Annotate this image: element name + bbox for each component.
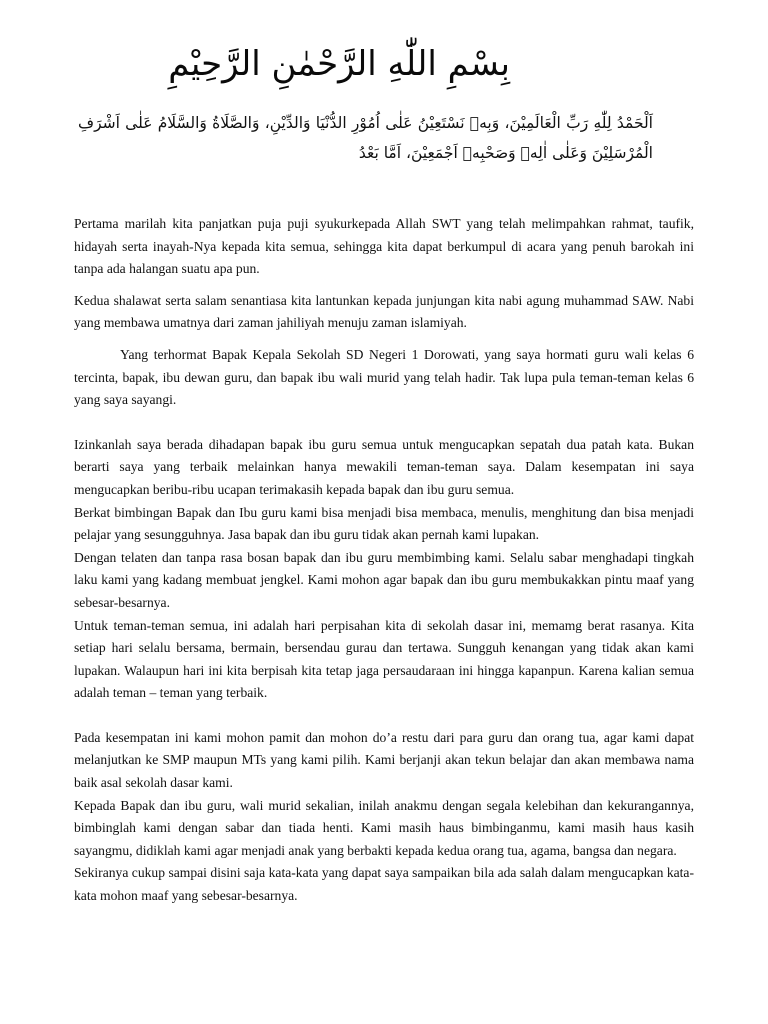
paragraph-apology-teachers: Dengan telaten dan tanpa rasa bosan bapak dan ibu guru membimbing kami. Selalu sabar menghadapi tingkah laku kami yang kadang membuat jengkel. Kami mohon agar bapak dan ibu guru membukakkan pintu maaf yang sebesar-besarnya. — [74, 549, 694, 610]
paragraph-parents-message: Kepada Bapak dan ibu guru, wali murid sekalian, inilah anakmu dengan segala kelebihan dan kekurangannya, bimbinglah kami dengan sabar dan tiada henti. Kami masih haus bimbinganmu, kami masih haus kasih sayangmu, didiklah kami agar menjadi anak yang berbakti kepada kedua orang tua, agama, bangsa dan negara. — [74, 797, 694, 858]
paragraph-farewell-friends: Untuk teman-teman semua, ini adalah hari perpisahan kita di sekolah dasar ini, memamg berat rasanya. Kita setiap hari selalu bersama, bermain, bersendau gurau dan tertawa. Sungguh kenangan yang tidak akan kami lupakan. Walaupun hari ini kita berpisah kita tetap jaga persaudaraan ini hingga kapanpun. Karena kalian semua adalah teman – teman yang terbaik. — [74, 617, 694, 701]
basmalah-calligraphy: بِسْمِ اللّٰهِ الرَّحْمٰنِ الرَّحِيْمِ — [168, 44, 510, 84]
opening-arabic-text: اَلْحَمْدُ لِلّٰهِ رَبِّ الْعَالَمِيْنَ، وَبِهٖ نَسْتَعِيْنُ عَلٰى اُمُوْرِ الدُّنْيَا وَالدِّيْنِ، وَالصَّلَاةُ وَالسَّلَامُ عَلٰى اَشْرَفِ الْمُرْسَلِيْنَ وَعَلٰى اٰلِهٖ وَصَحْبِهٖ اَجْمَعِيْنَ، اَمَّا بَعْدُ — [78, 114, 653, 162]
speech-body — [74, 213, 694, 908]
paragraph-greetings: Yang terhormat Bapak Kepala Sekolah SD Negeri 1 Dorowati, yang saya hormati guru wali kelas 6 tercinta, bapak, ibu dewan guru, dan bapak ibu wali murid yang telah hadir. Tak lupa pula teman-teman kelas 6 yang saya sayangi. — [74, 346, 694, 408]
paragraph-gratitude-teachers: Berkat bimbingan Bapak dan Ibu guru kami bisa menjadi bisa membaca, menulis, menghitung dan bisa menjadi pelajar yang sesungguhnya. Jasa bapak dan ibu guru tidak akan pernah kami lupakan. — [74, 504, 694, 543]
paragraph-farewell-request: Pada kesempatan ini kami mohon pamit dan mohon do’a restu dari para guru dan orang tua, agar kami dapat melanjutkan ke SMP maupun MTs yang kami pilih. Kami berjanji akan tekun belajar dan akan membawa nama baik asal sekolah dasar kami. — [74, 729, 694, 791]
paragraph-opening-praise: Pertama marilah kita panjatkan puja puji syukurkepada Allah SWT yang telah melimpahkan rahmat, taufik, hidayah serta inayah-Nya kepada kita semua, sehingga kita dapat berkumpul di acara yang penuh barokah ini tanpa ada halangan suatu apa pun. — [74, 216, 694, 277]
paragraph-shalawat: Kedua shalawat serta salam senantiasa kita lantunkan kepada junjungan kita nabi agung muhammad SAW. Nabi yang membawa umatnya dari zaman jahiliyah menuju zaman islamiyah. — [74, 292, 694, 331]
paragraph-introduction: Izinkanlah saya berada dihadapan bapak ibu guru semua untuk mengucapkan sepatah dua patah kata. Bukan berarti saya yang terbaik melainkan hanya mewakili teman-teman saya. Dalam kesempatan ini saya mengucapkan beribu-ribu ucapan terimakasih kepada bapak dan ibu guru semua. — [74, 436, 694, 497]
paragraph-closing: Sekiranya cukup sampai disini saja kata-kata yang dapat saya sampaikan bila ada salah dalam mengucapkan kata-kata mohon maaf yang sebesar-besarnya. — [74, 865, 694, 904]
